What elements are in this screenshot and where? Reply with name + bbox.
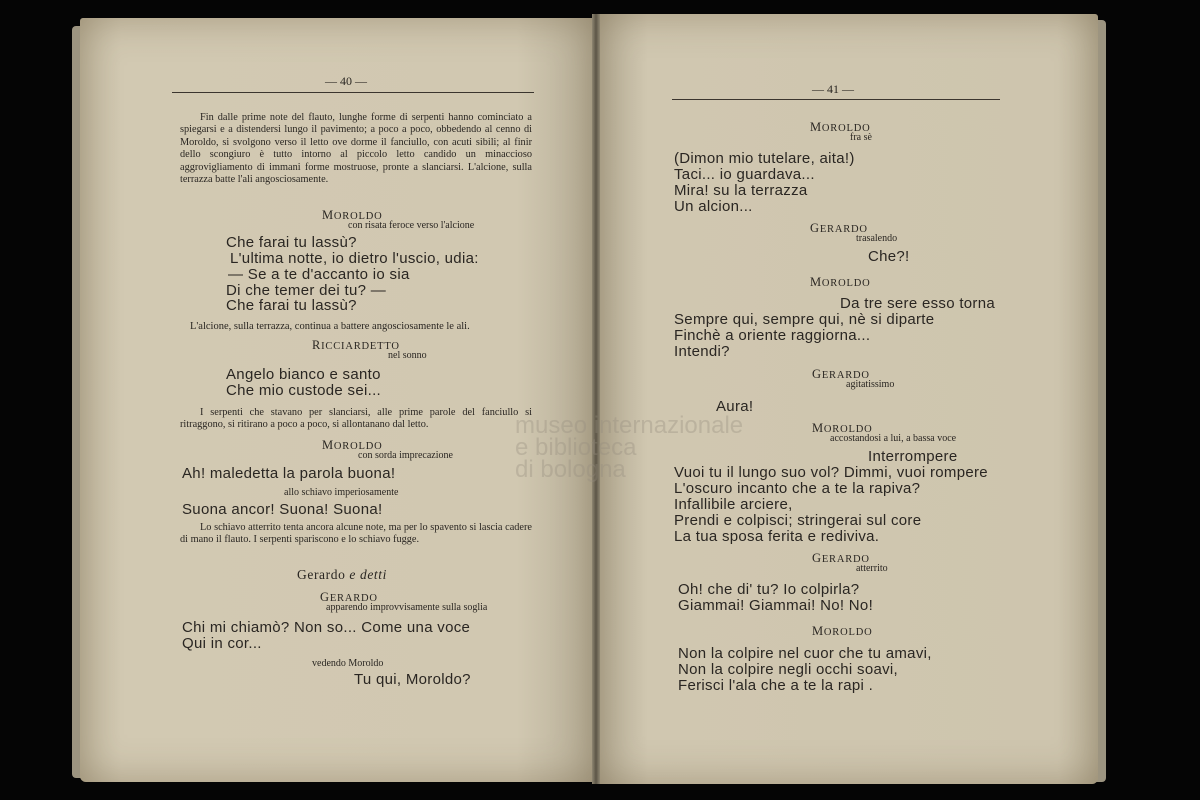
speaker-name: GERARDO <box>812 551 870 565</box>
verse-line: Di che temer dei tu? — <box>226 282 386 299</box>
verse-line: Oh! che di' tu? Io colpirla? <box>678 581 860 598</box>
verse-line: Intendi? <box>674 343 730 360</box>
verse-line: Finchè a oriente raggiorna... <box>674 327 871 344</box>
verse-line: Non la colpire negli occhi soavi, <box>678 661 899 678</box>
speaker-name: GERARDO <box>810 221 868 235</box>
stage-direction: L'alcione, sulla terrazza, continua a battere angosciosamente le ali. <box>190 321 470 332</box>
watermark-line: museo internazionale <box>515 412 744 439</box>
stage-direction: Lo schiavo atterrito tenta ancora alcune note, ma per lo spavento si lascia cadere di mano il flauto. I serpenti spariscono e lo schiavo fugge. <box>180 522 532 546</box>
book-spine <box>592 14 600 784</box>
verse-line: Angelo bianco e santo <box>226 366 381 383</box>
stage-direction: I serpenti che stavano per slanciarsi, alle prime parole del fanciullo si ritraggono, si ritirano a poco a poco, si allontanano dal letto. <box>180 407 532 431</box>
speaker-name: MOROLDO <box>810 120 871 134</box>
verse-line: Tu qui, Moroldo? <box>354 671 471 688</box>
speaker-direction: con risata feroce verso l'alcione <box>348 220 475 231</box>
verse-line: Da tre sere esso torna <box>840 295 996 312</box>
stage-direction: Fin dalle prime note del flauto, lunghe forme di serpenti hanno cominciato a spiegarsi e a distendersi lungo il pavimento; a poco a poco, obbedendo al cenno di Moroldo, si svolgono verso il letto ove dorme il fanciullo, con acuti sibili; al finir dello scongiuro è tutto intorno al piccolo letto candido un minaccioso aggrovigliamento di immani forme mostruose, pronte a slanciarsi. L'alcione, sulla terrazza batte l'ali angosciosamente. <box>180 112 532 186</box>
verse-line: Infallibile arciere, <box>674 496 793 513</box>
verse-line: Taci... io guardava... <box>674 166 815 183</box>
verse-line: Che?! <box>868 248 910 265</box>
verse-line: (Dimon mio tutelare, aita!) <box>674 150 855 167</box>
speaker-name: MOROLDO <box>812 421 873 435</box>
speaker-direction: agitatissimo <box>846 379 895 390</box>
verse-line: Interrompere <box>868 448 958 465</box>
header-rule-right <box>672 99 1000 100</box>
verse-line: Chi mi chiamò? Non so... Come una voce <box>182 619 471 636</box>
verse-line: Prendi e colpisci; stringerai sul core <box>674 512 922 529</box>
speaker-name: MOROLDO <box>810 275 871 289</box>
speaker-name: RICCIARDETTO <box>312 338 400 352</box>
verse-line: Che farai tu lassù? <box>226 234 357 251</box>
verse-line: L'ultima notte, io dietro l'uscio, udia: <box>230 250 479 267</box>
speaker-name: GERARDO <box>320 590 378 604</box>
verse-line: Ferisci l'ala che a te la rapi . <box>678 677 874 694</box>
verse-line: L'oscuro incanto che a te la rapiva? <box>674 480 921 497</box>
museum-watermark <box>515 412 744 483</box>
watermark-line: di bologna <box>515 456 626 483</box>
verse-line: Suona ancor! Suona! Suona! <box>182 501 383 518</box>
speaker-direction: trasalendo <box>856 233 898 244</box>
verse-line: Un alcion... <box>674 198 753 215</box>
speaker-direction: nel sonno <box>388 350 427 361</box>
speaker-name: MOROLDO <box>812 624 873 638</box>
verse-line: Non la colpire nel cuor che tu amavi, <box>678 645 932 662</box>
speaker-direction: fra sè <box>850 132 872 143</box>
watermark-line: e biblioteca <box>515 434 637 461</box>
speaker-direction: apparendo improvvisamente sulla soglia <box>326 602 488 613</box>
scene-heading: Gerardo e detti <box>297 567 387 582</box>
verse-line: Che farai tu lassù? <box>226 297 357 314</box>
page-number-right: — 41 — <box>812 82 854 96</box>
speaker-direction: atterrito <box>856 563 888 574</box>
speaker-direction: vedendo Moroldo <box>312 658 384 669</box>
verse-line: — Se a te d'accanto io sia <box>228 266 410 283</box>
verse-line: Qui in cor... <box>182 635 262 652</box>
speaker-direction: accostandosi a lui, a bassa voce <box>830 433 957 444</box>
verse-line: Aura! <box>716 398 754 415</box>
verse-line: Sempre qui, sempre qui, nè si diparte <box>674 311 935 328</box>
verse-line: La tua sposa ferita e rediviva. <box>674 528 880 545</box>
header-rule-left <box>172 92 534 93</box>
verse-line: Giammai! Giammai! No! No! <box>678 597 874 614</box>
verse-line: Vuoi tu il lungo suo vol? Dimmi, vuoi rompere <box>674 464 988 481</box>
speaker-name: MOROLDO <box>322 438 383 452</box>
verse-line: Mira! su la terrazza <box>674 182 808 199</box>
speaker-name: GERARDO <box>812 367 870 381</box>
verse-line: Ah! maledetta la parola buona! <box>182 465 396 482</box>
speaker-direction: con sorda imprecazione <box>358 450 453 461</box>
verse-line: Che mio custode sei... <box>226 382 382 399</box>
speaker-name: MOROLDO <box>322 208 383 222</box>
speaker-direction: allo schiavo imperiosamente <box>284 487 399 498</box>
page-number-left: — 40 — <box>325 74 367 88</box>
